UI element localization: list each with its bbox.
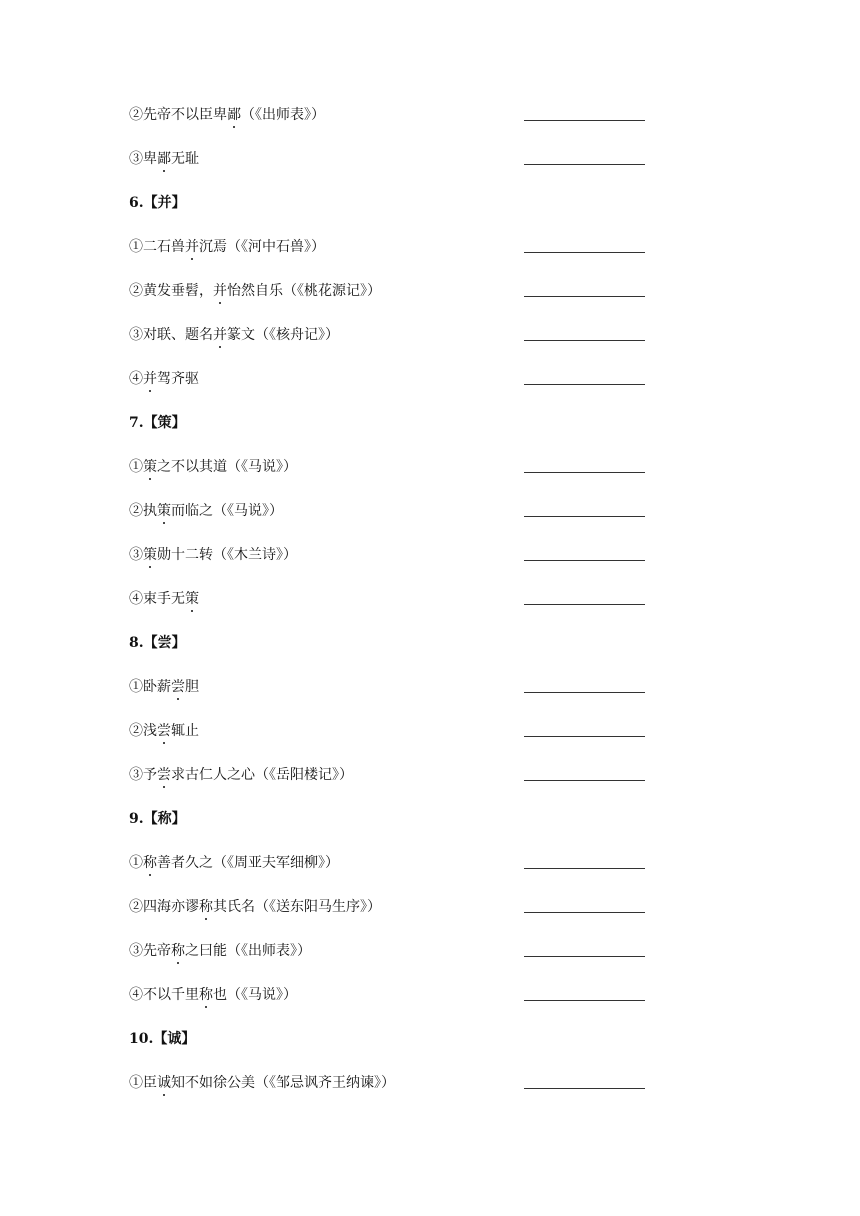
emphasized-character: 称 xyxy=(199,899,213,915)
section-heading: 8.【尝】 xyxy=(129,635,186,651)
question-item xyxy=(129,237,325,257)
item-text-before: ③先帝 xyxy=(129,943,171,959)
item-text-before: ①卧薪 xyxy=(129,679,171,695)
answer-blank[interactable] xyxy=(524,120,645,121)
answer-blank[interactable] xyxy=(524,252,645,253)
question-item xyxy=(129,457,297,477)
answer-blank[interactable] xyxy=(524,604,645,605)
question-item xyxy=(129,721,199,741)
emphasized-character: 策 xyxy=(143,547,157,563)
emphasized-character: 尝 xyxy=(157,767,171,783)
answer-blank[interactable] xyxy=(524,780,645,781)
question-item xyxy=(129,589,199,609)
item-text-after: 怡然自乐（《桃花源记》） xyxy=(227,283,381,299)
question-item xyxy=(129,853,339,873)
question-item xyxy=(129,765,353,785)
item-text-after: 之不以其道（《马说》） xyxy=(157,459,297,475)
question-item xyxy=(129,501,283,521)
answer-blank[interactable] xyxy=(524,692,645,693)
item-text-after: 篆文（《核舟记》） xyxy=(227,327,339,343)
item-text-after: 勋十二转（《木兰诗》） xyxy=(157,547,297,563)
item-text-before: ④ xyxy=(129,371,143,387)
question-item xyxy=(129,985,297,1005)
question-item xyxy=(129,941,311,961)
item-text-after: 无耻 xyxy=(171,151,199,167)
answer-blank[interactable] xyxy=(524,736,645,737)
emphasized-character: 尝 xyxy=(157,723,171,739)
question-item xyxy=(129,1073,395,1093)
item-text-before: ②执 xyxy=(129,503,157,519)
answer-blank[interactable] xyxy=(524,296,645,297)
item-text-after: 求古仁人之心（《岳阳楼记》） xyxy=(171,767,353,783)
question-item xyxy=(129,545,297,565)
item-text-after: 之曰能（《出师表》） xyxy=(185,943,311,959)
item-text-before: ③ xyxy=(129,547,143,563)
section-heading: 10.【诚】 xyxy=(129,1031,196,1047)
item-text-after: 沉焉（《河中石兽》） xyxy=(199,239,325,255)
item-text-before: ②四海亦谬 xyxy=(129,899,199,915)
item-text-before: ①臣 xyxy=(129,1075,157,1091)
item-text-after: 知不如徐公美（《邹忌讽齐王纳谏》） xyxy=(171,1075,395,1091)
emphasized-character: 称 xyxy=(199,987,213,1003)
item-text-before: ④不以千里 xyxy=(129,987,199,1003)
item-text-after: 而临之（《马说》） xyxy=(171,503,283,519)
answer-blank[interactable] xyxy=(524,1088,645,1089)
item-text-after: （《出师表》） xyxy=(241,107,325,123)
item-text-after: 善者久之（《周亚夫军细柳》） xyxy=(157,855,339,871)
item-text-after: 也（《马说》） xyxy=(213,987,297,1003)
question-item xyxy=(129,897,381,917)
question-item xyxy=(129,369,199,389)
answer-blank[interactable] xyxy=(524,340,645,341)
section-heading: 6.【并】 xyxy=(129,195,186,211)
emphasized-character: 并 xyxy=(213,283,227,299)
item-text-before: ③卑 xyxy=(129,151,157,167)
item-text-after: 辄止 xyxy=(171,723,199,739)
question-item xyxy=(129,281,381,301)
answer-blank[interactable] xyxy=(524,472,645,473)
emphasized-character: 策 xyxy=(143,459,157,475)
item-text-before: ①二石兽 xyxy=(129,239,185,255)
item-text-before: ②先帝不以臣卑 xyxy=(129,107,227,123)
item-text-before: ③对联、题名 xyxy=(129,327,213,343)
question-item xyxy=(129,325,339,345)
emphasized-character: 并 xyxy=(213,327,227,343)
answer-blank[interactable] xyxy=(524,164,645,165)
section-heading: 7.【策】 xyxy=(129,415,186,431)
answer-blank[interactable] xyxy=(524,516,645,517)
emphasized-character: 诚 xyxy=(157,1075,171,1091)
item-text-before: ②浅 xyxy=(129,723,157,739)
item-text-before: ① xyxy=(129,459,143,475)
question-item xyxy=(129,149,199,169)
item-text-after: 其氏名（《送东阳马生序》） xyxy=(213,899,381,915)
answer-blank[interactable] xyxy=(524,560,645,561)
item-text-before: ③予 xyxy=(129,767,157,783)
emphasized-character: 鄙 xyxy=(157,151,171,167)
item-text-before: ① xyxy=(129,855,143,871)
item-text-before: ④束手无 xyxy=(129,591,185,607)
question-item xyxy=(129,105,325,125)
emphasized-character: 策 xyxy=(185,591,199,607)
item-text-before: ②黄发垂髫， xyxy=(129,283,213,299)
emphasized-character: 并 xyxy=(185,239,199,255)
section-heading: 9.【称】 xyxy=(129,811,186,827)
answer-blank[interactable] xyxy=(524,956,645,957)
emphasized-character: 策 xyxy=(157,503,171,519)
answer-blank[interactable] xyxy=(524,384,645,385)
emphasized-character: 鄙 xyxy=(227,107,241,123)
item-text-after: 驾齐驱 xyxy=(157,371,199,387)
item-text-after: 胆 xyxy=(185,679,199,695)
answer-blank[interactable] xyxy=(524,868,645,869)
emphasized-character: 称 xyxy=(143,855,157,871)
emphasized-character: 尝 xyxy=(171,679,185,695)
answer-blank[interactable] xyxy=(524,912,645,913)
emphasized-character: 称 xyxy=(171,943,185,959)
question-item xyxy=(129,677,199,697)
answer-blank[interactable] xyxy=(524,1000,645,1001)
emphasized-character: 并 xyxy=(143,371,157,387)
